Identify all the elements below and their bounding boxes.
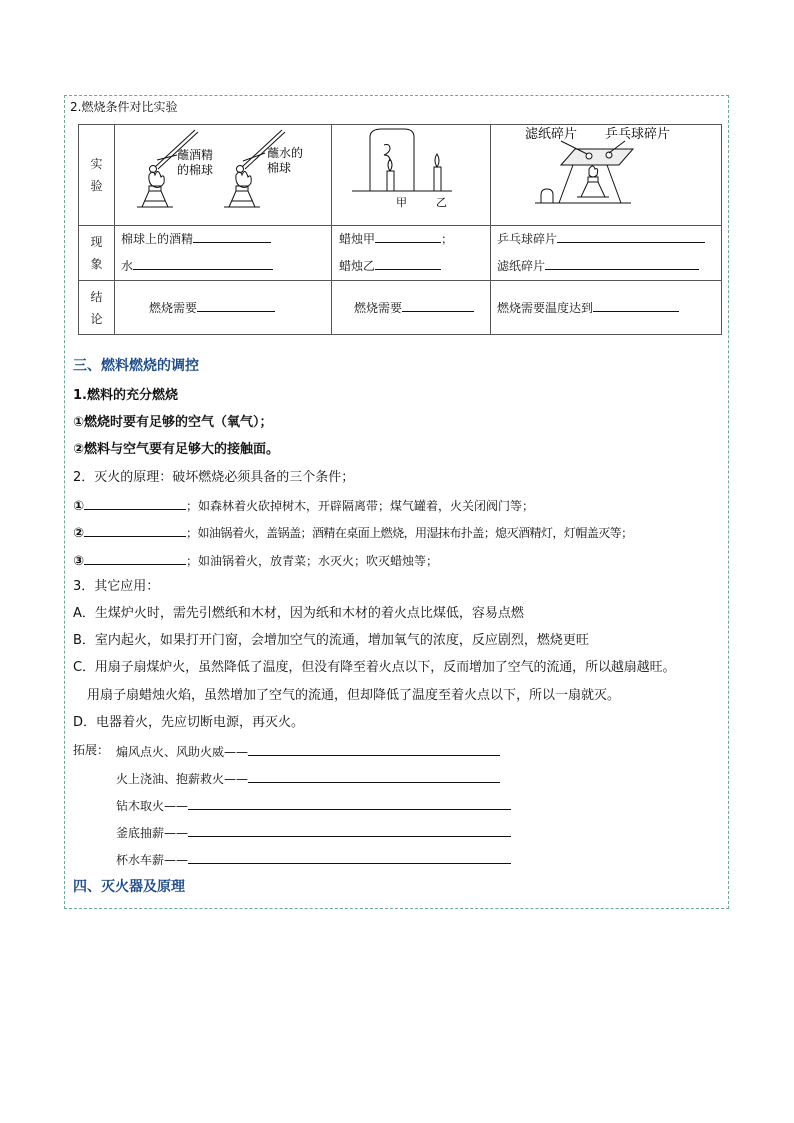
label-candle-yi: 乙 xyxy=(436,196,447,209)
row-header-conclusion: 结 论 xyxy=(79,281,115,335)
blank-line[interactable] xyxy=(188,824,511,837)
blank-line[interactable] xyxy=(545,257,699,270)
label-alcohol-cotton-line2: 的棉球 xyxy=(177,163,214,177)
blank-line[interactable] xyxy=(557,230,705,243)
blank-line[interactable] xyxy=(375,230,441,243)
extension-label: 拓展： xyxy=(73,743,110,757)
s3-3-item-a: A．生煤炉火时，需先引燃纸和木材，因为纸和木材的着火点比煤低，容易点燃 xyxy=(73,606,524,621)
alcohol-lamp-diagram xyxy=(115,125,332,222)
phenomenon-cell-2: 蜡烛甲 ； 蜡烛乙 xyxy=(332,226,491,281)
s3-1-item1: ①燃烧时要有足够的空气（氧气）； xyxy=(73,415,273,430)
blank-line[interactable] xyxy=(84,552,186,565)
blank-line[interactable] xyxy=(188,851,511,864)
label-candle-jia: 甲 xyxy=(396,196,407,209)
comparison-experiment-table xyxy=(78,124,722,335)
diagram-ignition-point xyxy=(491,125,722,226)
blank-line[interactable] xyxy=(197,299,275,312)
candle-diagram xyxy=(332,125,491,222)
extension-item-4: 釜底抽薪—— xyxy=(116,824,511,841)
s3-3-title: 3．其它应用： xyxy=(73,579,160,594)
blank-line[interactable] xyxy=(133,257,273,270)
label-filter-paper: 滤纸碎片 xyxy=(525,127,578,142)
s3-3-item-d: D．电器着火，先应切断电源，再灭火。 xyxy=(73,715,305,730)
row-header-experiment: 实 验 xyxy=(79,125,115,226)
label-water-cotton-line2: 棉球 xyxy=(267,161,292,175)
blank-line[interactable] xyxy=(248,743,500,756)
diagram-alcohol-lamps xyxy=(115,125,332,226)
s3-2-item3: ③ ；如油锅着火，放青菜；水灭火；吹灭蜡烛等； xyxy=(73,554,439,569)
s3-1-item2: ②燃料与空气要有足够大的接触面。 xyxy=(73,442,280,457)
blank-line[interactable] xyxy=(402,299,474,312)
s3-3-item-c2: 用扇子扇蜡烛火焰，虽然增加了空气的流通，但却降低了温度至着火点以下，所以一扇就灭。 xyxy=(87,688,621,703)
section2-title: 2.燃烧条件对比实验 xyxy=(70,100,178,114)
blank-line[interactable] xyxy=(593,299,679,312)
extension-item-5: 杯水车薪—— xyxy=(116,851,511,868)
conclusion-cell-3: 燃烧需要温度达到 xyxy=(491,281,722,335)
conclusion-cell-2: 燃烧需要 xyxy=(332,281,491,335)
diagram-candles xyxy=(332,125,491,226)
s3-2-item2: ② ；如油锅着火，盖锅盖；酒精在桌面上燃烧，用湿抹布扑盖；熄灭酒精灯，灯帽盖灭等； xyxy=(73,526,633,541)
conclusion-cell-1: 燃烧需要 xyxy=(115,281,332,335)
blank-line[interactable] xyxy=(375,257,441,270)
s3-3-item-b: B．室内起火，如果打开门窗，会增加空气的流通，增加氧气的浓度，反应剧烈，燃烧更旺 xyxy=(73,633,589,648)
blank-line[interactable] xyxy=(188,797,511,810)
extension-item-1: 煽风点火、风助火威—— xyxy=(116,743,500,760)
s3-3-item-c: C．用扇子扇煤炉火，虽然降低了温度，但没有降至着火点以下，反而增加了空气的流通，所以越扇越旺。 xyxy=(73,660,676,675)
section3-title: 三、燃料燃烧的调控 xyxy=(73,358,199,374)
ignition-point-diagram xyxy=(491,125,722,222)
row-header-phenomenon: 现 象 xyxy=(79,226,115,281)
label-water-cotton-line1: 蘸水的 xyxy=(267,146,304,160)
blank-line[interactable] xyxy=(193,230,271,243)
extension-item-3: 钻木取火—— xyxy=(116,797,511,814)
label-pingpong: 乒乓球碎片 xyxy=(605,127,671,142)
phenomenon-cell-1: 棉球上的酒精 水 xyxy=(115,226,332,281)
phenomenon-cell-3: 乒乓球碎片 滤纸碎片 xyxy=(491,226,722,281)
s3-1-title: 1.燃料的充分燃烧 xyxy=(73,388,178,403)
blank-line[interactable] xyxy=(84,497,186,510)
s3-2-title: 2．灭火的原理：破坏燃烧必须具备的三个条件； xyxy=(73,470,355,485)
extension-item-2: 火上浇油、抱薪救火—— xyxy=(116,770,500,787)
s3-2-item1: ① ；如森林着火砍掉树木，开辟隔离带；煤气罐着，火关闭阀门等； xyxy=(73,499,535,514)
blank-line[interactable] xyxy=(248,770,500,783)
section4-title: 四、灭火器及原理 xyxy=(73,879,185,895)
blank-line[interactable] xyxy=(84,524,186,537)
label-alcohol-cotton-line1: 蘸酒精 xyxy=(177,148,214,162)
